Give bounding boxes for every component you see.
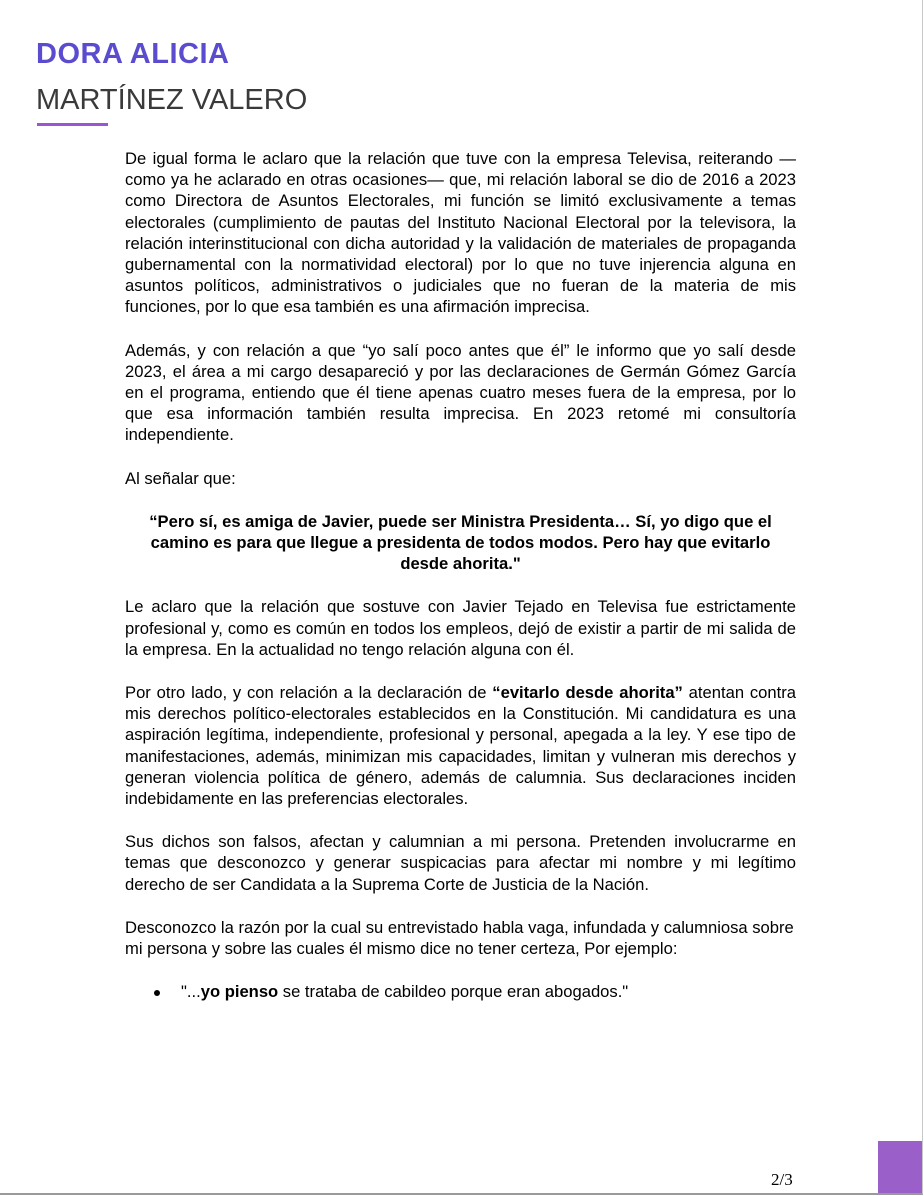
paragraph-televisa-relation: De igual forma le aclaro que la relación que tuve con la empresa Televisa, reiterando —como ya he aclarado en otras ocasiones— que, mi relación laboral se dio de 2016 a 2023 como Directora de Asuntos Electorales, mi función se limitó exclusivamente a temas electorales (cumplimiento de pautas del Instituto Nacional Electoral por la televisora, la relación interinstitucional con dicha autoridad y la validación de materiales de propaganda gubernamental con la normatividad electoral) por lo que no tuve injerencia alguna en asuntos políticos, administrativos o judiciales que no fueran de la materia de mis funciones, por lo que esa también es una afirmación imprecisa.	[125, 149, 796, 317]
paragraph-departure-date: Además, y con relación a que “yo salí poco antes que él” le informo que yo salí desde 2023, el área a mi cargo desapareció y por las declaraciones de Germán Gómez García en el programa, entiendo que él tiene apenas cuatro meses fuera de la empresa, por lo que esa información también resulta imprecisa. En 2023 retomé mi consultoría independiente.	[125, 340, 796, 445]
paragraph-intro-quote: Al señalar que:	[125, 468, 236, 488]
author-last-name: MARTÍNEZ VALERO	[36, 84, 308, 116]
header-accent-rule	[37, 123, 108, 126]
list-item	[125, 981, 796, 1002]
bold-quote: “evitarlo desde ahorita”	[492, 683, 683, 703]
list-item-text: se trataba de cabildeo porque eran abogados."	[278, 982, 629, 1002]
paragraph-text: Por otro lado, y con relación a la declaración de	[125, 683, 493, 703]
corner-accent-block	[878, 1141, 922, 1193]
paragraph-text: atentan contra mis derechos político-electorales establecidos en la Constitución. Mi candidatura es una aspiración legítima, independiente, profesional y personal, apegada a la ley. Y ese tipo de manifestaciones, además, minimizan mis capacidades, limitan y vulneran mis derechos y generan violencia política de género, además de calumnia. Sus declaraciones inciden indebidamente en las preferencias electorales.	[125, 683, 796, 809]
list-item-bold: yo pienso	[200, 982, 279, 1002]
author-first-name: DORA ALICIA	[36, 38, 230, 70]
bullet-icon	[154, 990, 160, 996]
page-number: 2/3	[771, 1170, 793, 1189]
paragraph-political-rights	[125, 682, 796, 809]
list-item-text: "...	[181, 982, 201, 1002]
paragraph-false-claims: Sus dichos son falsos, afectan y calumnian a mi persona. Pretenden involucrarme en temas que desconozco y generar suspicacias para afectar mi nombre y mi legítimo derecho de ser Candidata a la Suprema Corte de Justicia de la Nación.	[125, 832, 796, 894]
paragraph-example-intro: Desconozco la razón por la cual su entrevistado habla vaga, infundada y calumniosa sobre mi persona y sobre las cuales él mismo dice no tener certeza, Por ejemplo:	[125, 917, 794, 959]
paragraph-javier-tejado: Le aclaro que la relación que sostuve con Javier Tejado en Televisa fue estrictamente profesional y, como es común en todos los empleos, dejó de existir a partir de mi salida de la empresa. En la actualidad no tengo relación alguna con él.	[125, 597, 796, 659]
letter-body	[125, 148, 796, 1003]
quoted-statement: “Pero sí, es amiga de Javier, puede ser Ministra Presidenta… Sí, yo digo que el camino es para que llegue a presidenta de todos modos. Pero hay que evitarlo desde ahorita."	[149, 511, 772, 574]
